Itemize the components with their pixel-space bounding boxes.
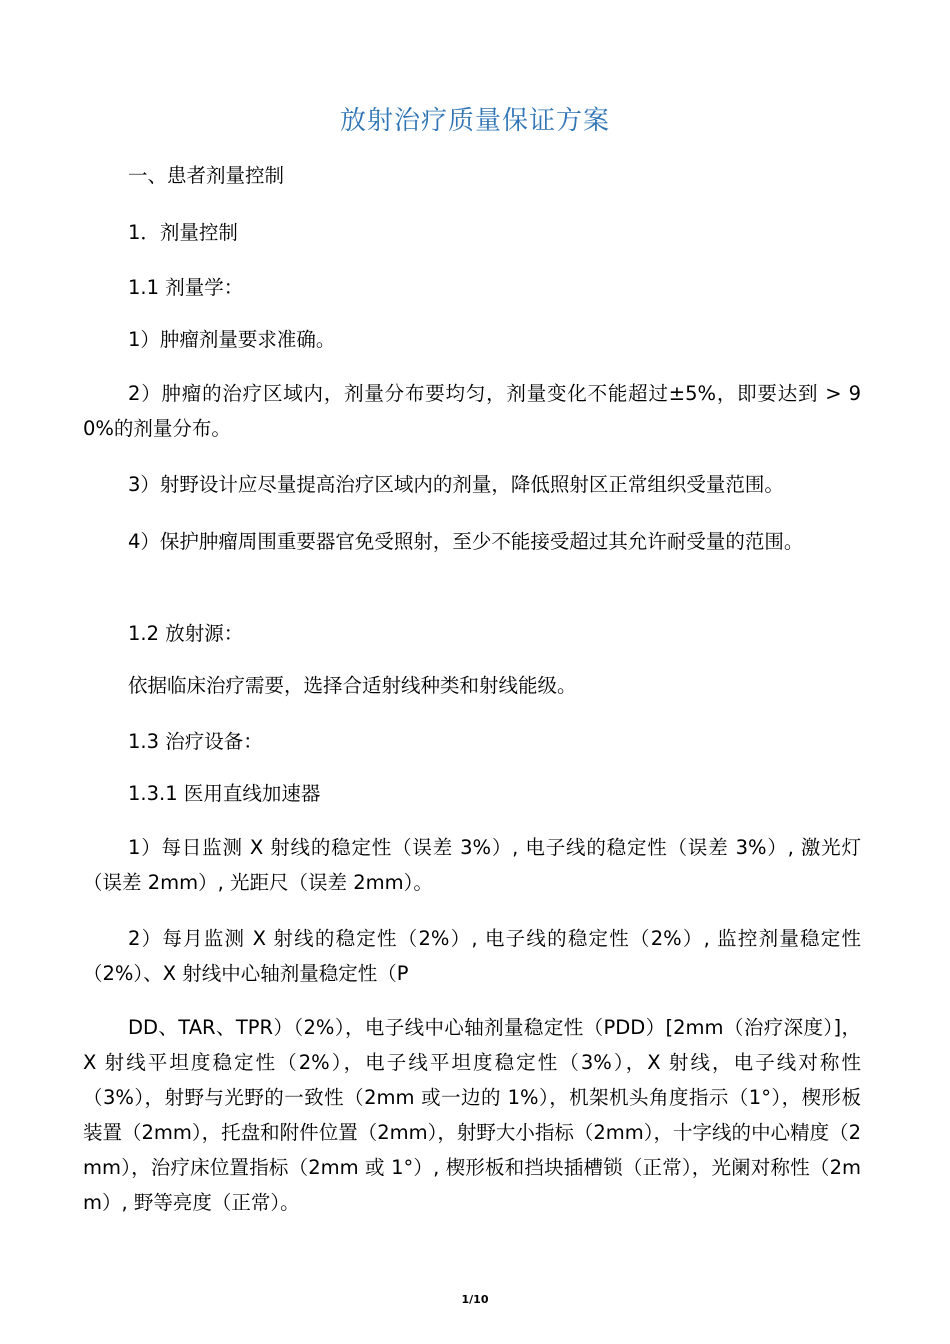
body-paragraph-monthly-details: DD、TAR、TPR）（2%），电子线中心轴剂量稳定性（PDD）[2mm（治疗深度）]，X 射线平坦度稳定性（2%），电子线平坦度稳定性（3%），X 射线，电子线对称性（3%），射野与光野的一致性（2mm 或一边的 1%），机架机头角度指示（1°），楔形板装置（2mm），托盘和附件位置（2mm），射野大小指标（2mm），十字线的中心精度（2mm），治疗床位置指标（2mm 或 1°）, 楔形板和挡块插槽锁（正常），光阑对称性（2mm）, 野等亮度（正常）。 bbox=[83, 1016, 861, 1214]
list-item-2: 2）肿瘤的治疗区域内，剂量分布要均匀，剂量变化不能超过±5%，即要达到 > 90%的剂量分布。 bbox=[83, 382, 861, 440]
list-item-4: 4）保护肿瘤周围重要器官免受照射，至少不能接受超过其允许耐受量的范围。 bbox=[128, 530, 804, 553]
list-item-monthly-monitoring: 2）每月监测 X 射线的稳定性（2%）, 电子线的稳定性（2%）, 监控剂量稳定性（2%）、X 射线中心轴剂量稳定性（P bbox=[83, 927, 861, 985]
subsection-heading-radiation-source: 1.2 放射源： bbox=[128, 622, 244, 645]
page-number: 1/10 bbox=[461, 1293, 489, 1306]
list-item-3: 3）射野设计应尽量提高治疗区域内的剂量，降低照射区正常组织受量范围。 bbox=[128, 473, 784, 496]
subsection-heading-equipment: 1.3 治疗设备： bbox=[128, 730, 263, 753]
subsection-heading-dose-control: 1．剂量控制 bbox=[128, 221, 238, 244]
body-paragraph-source: 依据临床治疗需要，选择合适射线种类和射线能级。 bbox=[128, 674, 577, 697]
document-title: 放射治疗质量保证方案 bbox=[339, 106, 610, 136]
section-heading-patient-dose-control: 一、患者剂量控制 bbox=[128, 164, 285, 187]
subsection-heading-dosimetry: 1.1 剂量学： bbox=[128, 276, 244, 299]
subsection-heading-linac: 1.3.1 医用直线加速器 bbox=[128, 782, 321, 805]
list-item-1: 1）肿瘤剂量要求准确。 bbox=[128, 328, 336, 351]
list-item-daily-monitoring: 1）每日监测 X 射线的稳定性（误差 3%）, 电子线的稳定性（误差 3%）, 激光灯（误差 2mm）, 光距尺（误差 2mm）。 bbox=[83, 836, 861, 894]
